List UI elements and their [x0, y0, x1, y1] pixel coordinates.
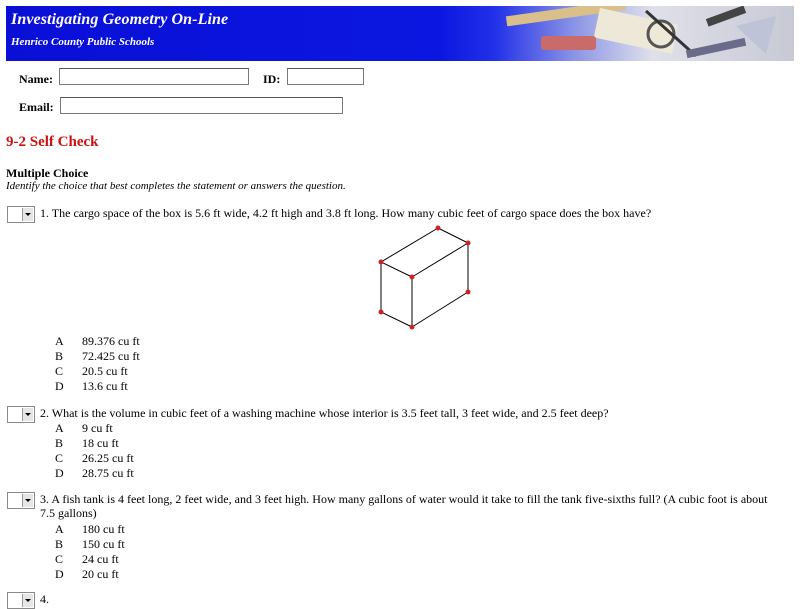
- question-3-text: 3. A fish tank is 4 feet long, 2 feet wide, and 3 feet high. How many gallons of water would it take to fill the tank five-sixths full? (A cubic foot is about 7.5 gallons): [40, 492, 768, 520]
- email-field[interactable]: [60, 97, 343, 114]
- choice-text: 18 cu ft: [82, 436, 119, 450]
- geometry-tools-banner-image: [446, 6, 794, 61]
- section-title: 9-2 Self Check: [6, 134, 99, 150]
- choice-letter: B: [55, 436, 64, 450]
- choice-text: 150 cu ft: [82, 537, 125, 551]
- chevron-down-icon: [22, 208, 33, 221]
- choice-text: 13.6 cu ft: [82, 379, 128, 393]
- question-1-text: 1. The cargo space of the box is 5.6 ft wide, 4.2 ft high and 3.8 ft long. How many cubic feet of cargo space does the box have?: [40, 206, 652, 220]
- vertex-point: [410, 325, 415, 330]
- choice-text: 24 cu ft: [82, 552, 119, 566]
- vertex-point: [379, 260, 384, 265]
- question-4-text: 4.: [40, 592, 49, 606]
- choice-text: 26.25 cu ft: [82, 451, 134, 465]
- vertex-point: [466, 241, 471, 246]
- choice-letter: D: [55, 379, 64, 393]
- answer-select-q2[interactable]: [7, 406, 35, 423]
- choice-letter: C: [55, 552, 64, 566]
- instructions-text: Identify the choice that best completes the statement or answers the question.: [6, 180, 346, 192]
- multiple-choice-heading: Multiple Choice: [6, 166, 89, 180]
- name-field[interactable]: [59, 68, 249, 85]
- choice-text: 72.425 cu ft: [82, 349, 140, 363]
- choice-text: 28.75 cu ft: [82, 466, 134, 480]
- choice-text: 20 cu ft: [82, 567, 119, 581]
- answer-select-q4[interactable]: [7, 592, 35, 609]
- choice-letter: D: [55, 567, 64, 581]
- vertex-point: [410, 275, 415, 280]
- rectangular-prism-figure: [372, 222, 476, 332]
- choice-letter: A: [55, 334, 64, 348]
- choice-letter: D: [55, 466, 64, 480]
- choice-letter: A: [55, 421, 64, 435]
- choice-letter: C: [55, 364, 64, 378]
- site-subtitle: Henrico County Public Schools: [11, 36, 155, 48]
- answer-select-q3[interactable]: [7, 492, 35, 509]
- chevron-down-icon: [22, 494, 33, 507]
- vertex-point: [436, 226, 441, 231]
- choice-text: 20.5 cu ft: [82, 364, 128, 378]
- choice-letter: A: [55, 522, 64, 536]
- vertex-point: [466, 290, 471, 295]
- question-2-text: 2. What is the volume in cubic feet of a washing machine whose interior is 3.5 feet tall, 3 feet wide, and 2.5 feet deep?: [40, 406, 609, 420]
- chevron-down-icon: [22, 408, 33, 421]
- name-label: Name:: [19, 72, 53, 86]
- choice-text: 89.376 cu ft: [82, 334, 140, 348]
- email-label: Email:: [19, 100, 54, 114]
- answer-select-q1[interactable]: [7, 206, 35, 223]
- chevron-down-icon: [22, 594, 33, 607]
- id-field[interactable]: [287, 68, 364, 85]
- id-label: ID:: [263, 72, 281, 86]
- choice-letter: B: [55, 349, 64, 363]
- choice-letter: B: [55, 537, 64, 551]
- choice-text: 180 cu ft: [82, 522, 125, 536]
- choice-text: 9 cu ft: [82, 421, 113, 435]
- header-banner: [6, 6, 794, 61]
- site-title: Investigating Geometry On-Line: [11, 11, 229, 28]
- vertex-point: [379, 310, 384, 315]
- choice-letter: C: [55, 451, 64, 465]
